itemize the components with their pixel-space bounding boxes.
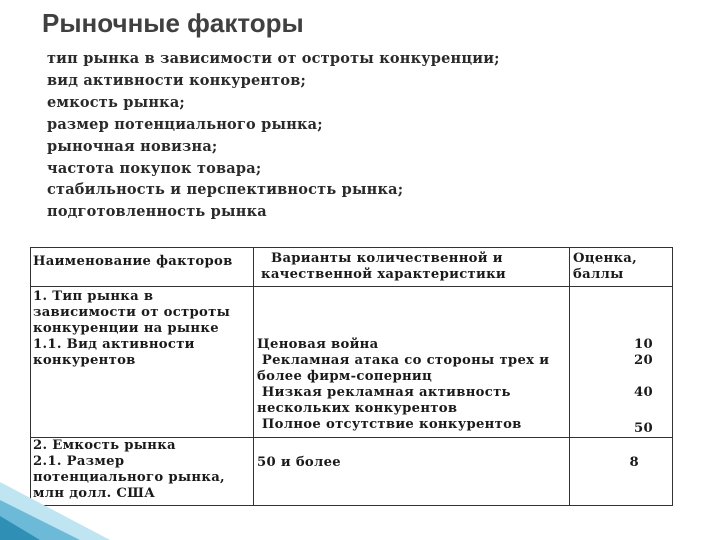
slide-title: Рыночные факторы bbox=[42, 8, 304, 38]
option-text: нескольких конкурентов bbox=[257, 401, 458, 416]
factor-item: вид активности конкурентов; bbox=[47, 71, 307, 89]
factor-item: емкость рынка; bbox=[47, 93, 185, 111]
factor-item: стабильность и перспективность рынка; bbox=[47, 181, 404, 199]
corner-accent-decoration bbox=[0, 460, 110, 540]
factor-item: тип рынка в зависимости от остроты конкуренции; bbox=[47, 50, 500, 67]
option-text: Рекламная атака со стороны трех и bbox=[257, 353, 550, 368]
option-text: более фирм-соперниц bbox=[257, 369, 433, 384]
factors-table bbox=[30, 247, 673, 506]
factor-1-score-4: 50 bbox=[634, 421, 653, 436]
factor-1-scores bbox=[591, 337, 653, 369]
option-text: Полное отсутствие конкурентов bbox=[257, 417, 522, 432]
factor-2-options bbox=[257, 455, 341, 471]
option-text: Ценовая война bbox=[257, 337, 379, 352]
factor-item: рыночная новизна; bbox=[47, 137, 218, 155]
factor-item: подготовленность рынка bbox=[47, 203, 267, 221]
option-text: 50 и более bbox=[257, 455, 341, 470]
header-variants: Варианты количественной и качественной характеристики bbox=[261, 251, 506, 282]
factor-2-name: 2. Емкость рынка 2.1. Размер потенциального рынка, млн долл. США bbox=[33, 438, 225, 501]
option-text: Низкая рекламная активность bbox=[257, 385, 511, 400]
score-value: 20 bbox=[634, 353, 653, 368]
factor-1-options bbox=[257, 337, 549, 433]
factor-2-score: 8 bbox=[629, 455, 639, 470]
header-factor-name: Наименование факторов bbox=[33, 254, 233, 269]
factor-1-name: 1. Тип рынка в зависимости от остроты конкуренции на рынке 1.1. Вид активности конкурентов bbox=[33, 289, 231, 368]
score-value: 10 bbox=[634, 337, 653, 352]
header-score: Оценка, баллы bbox=[573, 251, 638, 282]
factor-1-score-3: 40 bbox=[634, 385, 653, 400]
factors-list bbox=[47, 48, 500, 223]
factor-item: частота покупок товара; bbox=[47, 159, 262, 177]
factor-item: размер потенциального рынка; bbox=[47, 115, 323, 133]
header-divider bbox=[31, 286, 672, 287]
